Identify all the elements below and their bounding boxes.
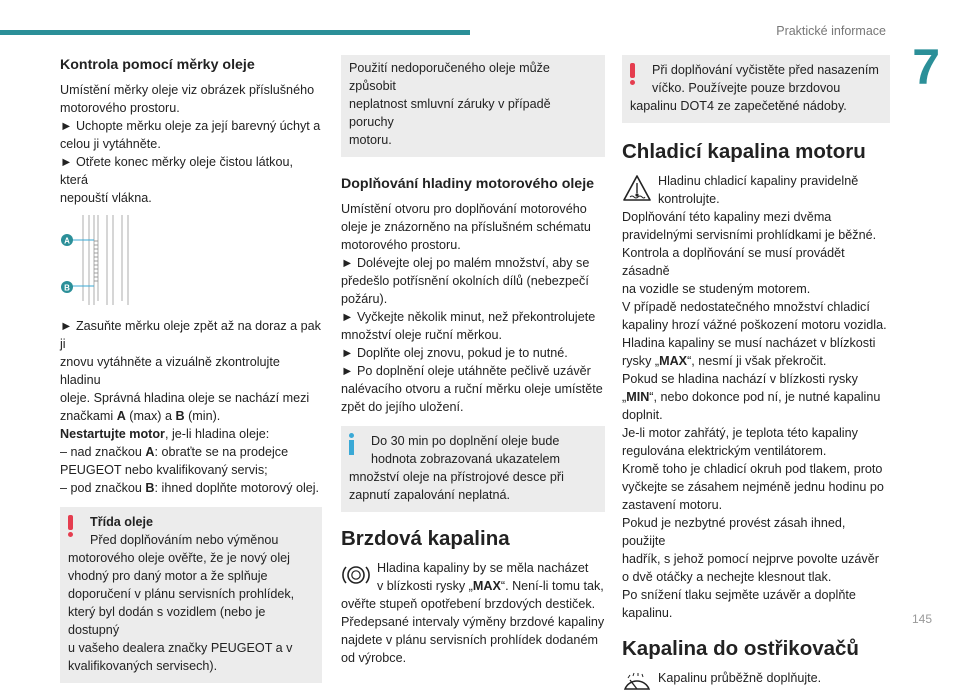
brake-fluid-text: Hladina kapaliny by se měla nacházet v blízkosti rysky „MAX“. Není-li tomu tak, ověřte stupeň opotřebení brzdových destiček. Předepsané intervaly výměny brzdové kapaliny najdete v plánu servisních prohlídek dodaném od výrobce. (341, 561, 605, 665)
marker-a-label: A (64, 236, 70, 246)
column-2 (341, 55, 605, 667)
warning-box-oil-class: Třída oleje Před doplňováním nebo výměnou motorového oleje ověřte, že je nový olej vhodný pro daný motor a že splňuje doporučení v plánu servisních prohlídek, který byl dodán s vozidlem (nebo je dostupný u vašeho dealera značky PEUGEOT a v kvalifikovaných servisech). (60, 507, 322, 683)
header-accent-bar (0, 30, 470, 35)
warning-icon (628, 63, 636, 85)
chapter-number: 7 (912, 39, 940, 95)
brake-fluid-icon (341, 561, 371, 589)
dipstick-heading: Kontrola pomocí měrky oleje (60, 57, 255, 73)
page-number: 145 (911, 612, 932, 626)
oil-refill-text: Umístění otvoru pro doplňování motorového oleje je znázorněno na příslušném schématu motorového prostoru. ► Dolévejte olej po malém množství, aby se předešlo potřísnění okolních dílů (nebezpečí požáru). ► Vyčkejte několik minut, než překontrolujete množství oleje ruční měrkou. ► Doplňte olej znovu, pokud je to nutné. ► Po doplnění oleje utáhněte pečlivě uzávěr nalévacího otvoru a ruční měrku oleje umístěte zpět do jejího uložení. (341, 202, 603, 414)
dipstick-figure (60, 213, 150, 313)
washer-fluid-text: Kapalinu průběžně doplňujte. (622, 669, 890, 687)
warning-box-oil-warranty: Použití nedoporučeného oleje může způsobit neplatnost smluvní záruky v případě poruchy motoru. (341, 55, 605, 157)
coolant-text: Hladinu chladicí kapaliny pravidelně kontrolujte. Doplňování této kapaliny mezi dvěma pravidelnými servisními prohlídkami je běžné. Kontrola a doplňování se musí provádět zásadně na vozidle se studeným motorem. V případě nedostatečného množství chladicí kapaliny hrozí vážné poškození motoru vozidla. Hladina kapaliny se musí nacházet v blízkosti rysky „MAX“, nesmí ji však překročit. Pokud se hladina nachází v blízkosti rysky „MIN“, nebo dokonce pod ní, je nutné kapalinu doplnit. Je-li motor zahřátý, je teplota této kapaliny regulována elektrickým ventilátorem. Kromě toho je chladicí okruh pod tlakem, proto vyčkejte se zásahem nejméně jednu hodinu po zastavení motoru. Pokud je nezbytné provést zásah ihned, použijte hadřík, s jehož pomocí nejprve povolte uzávěr o dvě otáčky a nechejte klesnout tlak. Po snížení tlaku sejměte uzávěr a doplňte kapalinu. (622, 174, 887, 620)
column-3 (622, 55, 890, 687)
warning-icon (66, 515, 74, 537)
info-box-oil-gauge: Do 30 min po doplnění oleje bude hodnota zobrazovaná ukazatelem množství oleje na přístrojové desce při zapnutí zapalování neplatná. (341, 426, 605, 512)
coolant-icon (622, 174, 652, 204)
dipstick-check-text: ► Zasuňte měrku oleje zpět až na doraz a pak ji znovu vytáhněte a vizuálně zkontrolujte hladinu oleje. Správná hladina oleje se nachází mezi značkami A (max) a B (min). Nestartujte motor, je-li hladina oleje: – nad značkou A: obraťte se na prodejce PEUGEOT nebo kvalifikovaný servis; – pod značkou B: ihned doplňte motorový olej. (60, 319, 321, 495)
column-1 (60, 55, 322, 683)
dipstick-intro: Umístění měrky oleje viz obrázek příslušného motorového prostoru. ► Uchopte měrku oleje za její barevný úchyt a celou ji vytáhněte. ► Otřete konec měrky oleje čistou látkou, která nepouští vlákna. (60, 83, 321, 205)
info-icon (348, 433, 355, 455)
coolant-heading: Chladicí kapalina motoru (622, 140, 866, 163)
washer-fluid-icon (622, 671, 652, 697)
marker-b-label: B (64, 283, 70, 293)
warning-box-brake-cap: Při doplňování vyčistěte před nasazením víčko. Používejte pouze brzdovou kapalinu DOT4 ze zapečetěné nádoby. (622, 55, 890, 123)
washer-fluid-heading: Kapalina do ostřikovačů (622, 637, 859, 660)
brake-fluid-heading: Brzdová kapalina (341, 527, 510, 550)
section-title: Praktické informace (776, 24, 886, 38)
oil-refill-heading: Doplňování hladiny motorového oleje (341, 176, 595, 192)
